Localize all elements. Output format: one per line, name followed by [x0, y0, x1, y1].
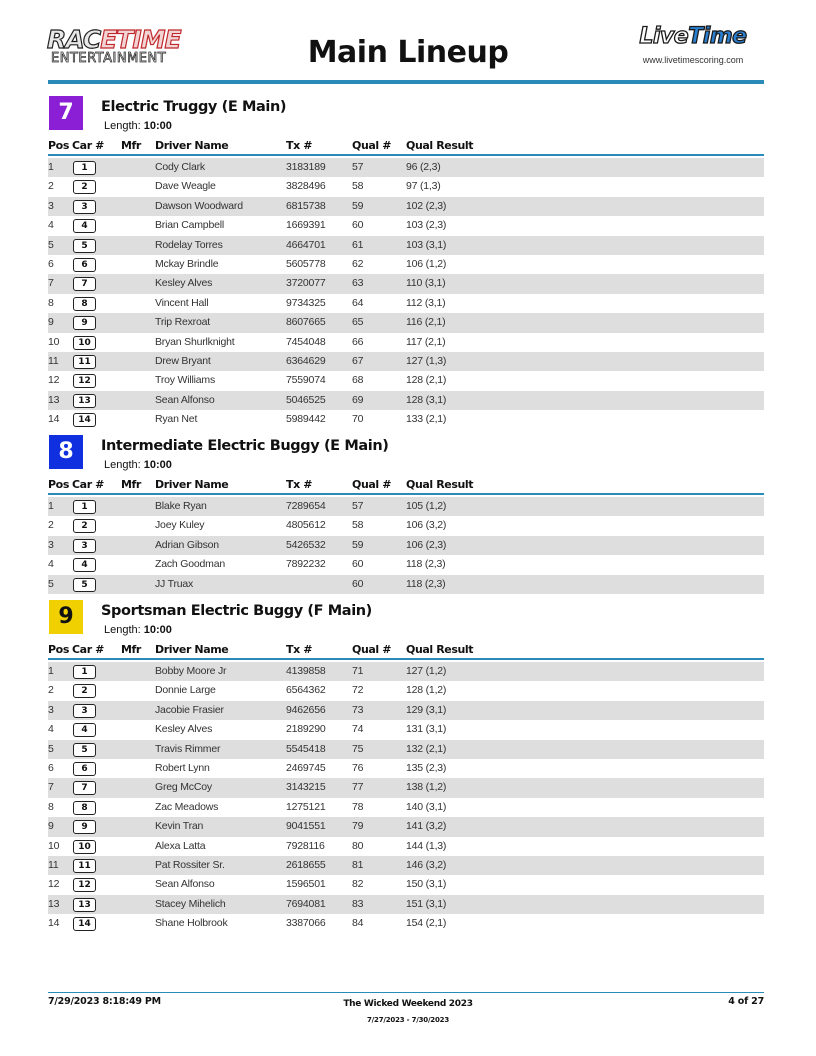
table-row	[48, 875, 764, 894]
transponder-cell: 6564362	[286, 684, 326, 697]
race-length	[104, 624, 172, 637]
transponder-cell: 6364629	[286, 354, 326, 367]
qual-result-cell: 105 (1,2)	[406, 500, 447, 512]
car-number-box: 9	[73, 820, 96, 834]
driver-name-cell: Rodelay Torres	[155, 238, 223, 251]
transponder-cell: 7928116	[286, 839, 325, 852]
column-header-result: Qual Result	[406, 139, 474, 152]
table-row	[48, 575, 764, 594]
column-header-result: Qual Result	[406, 478, 474, 491]
header-divider	[48, 80, 764, 84]
position-cell: 5	[48, 577, 54, 590]
transponder-cell: 5989442	[286, 413, 326, 426]
qual-result-cell: 128 (3,1)	[406, 393, 447, 406]
car-number-box: 2	[73, 684, 96, 698]
table-row	[48, 216, 764, 235]
table-row	[48, 837, 764, 856]
table-row	[48, 895, 764, 914]
column-header-mfr: Mfr	[121, 643, 141, 656]
car-number-box: 7	[73, 277, 96, 291]
qual-number-cell: 58	[352, 519, 364, 532]
car-number-box: 5	[73, 239, 96, 253]
driver-name-cell: Jacobie Frasier	[155, 703, 224, 716]
car-number-box: 2	[73, 180, 96, 194]
race-length-value: 10:00	[143, 459, 172, 471]
page-title: Main Lineup	[307, 35, 509, 70]
table-row	[48, 313, 764, 332]
driver-name-cell: Stacey Mihelich	[155, 897, 226, 910]
table-row	[48, 662, 764, 681]
qual-result-cell: 103 (3,1)	[406, 238, 447, 251]
car-number-box: 11	[73, 859, 96, 873]
qual-number-cell: 72	[352, 684, 364, 697]
column-header-car: Car #	[72, 139, 104, 152]
driver-name-cell: Ryan Net	[155, 413, 198, 426]
qual-number-cell: 59	[352, 199, 364, 212]
qual-number-cell: 59	[352, 538, 364, 551]
column-header-pos: Pos	[48, 139, 69, 152]
car-number-box: 9	[73, 316, 96, 330]
race-length-value: 10:00	[143, 120, 172, 132]
table-row	[48, 294, 764, 313]
page-number: 4 of 27	[728, 996, 764, 1007]
transponder-cell: 5426532	[286, 538, 326, 551]
qual-result-cell: 131 (3,1)	[406, 723, 447, 736]
lineup-table-header	[48, 642, 764, 658]
position-cell: 14	[48, 413, 60, 426]
car-number-box: 12	[73, 374, 96, 388]
race-number-badge: 8	[49, 435, 83, 469]
car-number-box: 8	[73, 801, 96, 815]
qual-number-cell: 60	[352, 219, 364, 232]
qual-result-cell: 106 (1,2)	[406, 257, 447, 270]
car-number-box: 1	[73, 665, 96, 679]
table-row	[48, 333, 764, 352]
racetime-logo-subtitle: ENTERTAINMENT	[51, 51, 167, 66]
qual-result-cell: 103 (2,3)	[406, 219, 447, 232]
car-number-box: 11	[73, 355, 96, 369]
qual-number-cell: 82	[352, 878, 364, 891]
table-header-rule	[48, 658, 764, 660]
table-row	[48, 536, 764, 555]
qual-result-cell: 102 (2,3)	[406, 199, 447, 212]
qual-number-cell: 57	[352, 161, 364, 173]
transponder-cell: 2618655	[286, 858, 326, 871]
qual-number-cell: 78	[352, 800, 364, 813]
car-number-box: 3	[73, 704, 96, 718]
column-header-qual: Qual #	[352, 139, 392, 152]
qual-number-cell: 84	[352, 917, 364, 930]
position-cell: 5	[48, 742, 54, 755]
qual-result-cell: 150 (3,1)	[406, 878, 447, 891]
driver-name-cell: Trip Rexroat	[155, 316, 210, 329]
car-number-box: 1	[73, 500, 96, 514]
driver-name-cell: JJ Truax	[155, 577, 194, 590]
table-row	[48, 555, 764, 574]
qual-result-cell: 118 (2,3)	[406, 558, 446, 571]
race-length-value: 10:00	[143, 624, 172, 636]
car-number-box: 3	[73, 200, 96, 214]
table-row	[48, 274, 764, 293]
transponder-cell: 7559074	[286, 374, 326, 387]
table-row	[48, 759, 764, 778]
car-number-box: 3	[73, 539, 96, 553]
car-number-box: 4	[73, 219, 96, 233]
position-cell: 2	[48, 519, 54, 532]
car-number-box: 14	[73, 413, 96, 427]
car-number-box: 4	[73, 558, 96, 572]
qual-result-cell: 151 (3,1)	[406, 897, 447, 910]
qual-result-cell: 97 (1,3)	[406, 180, 441, 193]
qual-result-cell: 127 (1,2)	[406, 665, 447, 677]
transponder-cell: 7289654	[286, 500, 326, 512]
column-header-name: Driver Name	[155, 478, 229, 491]
table-row	[48, 236, 764, 255]
table-row	[48, 720, 764, 739]
column-header-result: Qual Result	[406, 643, 474, 656]
table-row	[48, 778, 764, 797]
qual-result-cell: 118 (2,3)	[406, 577, 446, 590]
qual-result-cell: 135 (2,3)	[406, 761, 447, 774]
table-row	[48, 352, 764, 371]
driver-name-cell: Adrian Gibson	[155, 538, 219, 551]
position-cell: 6	[48, 257, 54, 270]
position-cell: 3	[48, 703, 54, 716]
car-number-box: 10	[73, 840, 96, 854]
race-length-label: Length:	[104, 624, 141, 636]
position-cell: 13	[48, 393, 60, 406]
transponder-cell: 3183189	[286, 161, 326, 173]
column-header-tx: Tx #	[286, 643, 313, 656]
driver-name-cell: Kesley Alves	[155, 723, 213, 736]
livetime-logo	[622, 24, 764, 68]
position-cell: 3	[48, 199, 54, 212]
driver-name-cell: Robert Lynn	[155, 761, 210, 774]
position-cell: 8	[48, 800, 54, 813]
qual-result-cell: 128 (2,1)	[406, 374, 447, 387]
position-cell: 5	[48, 238, 54, 251]
qual-number-cell: 66	[352, 335, 364, 348]
driver-name-cell: Cody Clark	[155, 161, 205, 173]
race-title: Sportsman Electric Buggy (F Main)	[101, 603, 372, 619]
driver-name-cell: Dawson Woodward	[155, 199, 243, 212]
qual-result-cell: 154 (2,1)	[406, 917, 447, 930]
transponder-cell: 2469745	[286, 761, 326, 774]
qual-result-cell: 110 (3,1)	[406, 277, 446, 290]
position-cell: 6	[48, 761, 54, 774]
transponder-cell: 9734325	[286, 296, 326, 309]
transponder-cell: 9462656	[286, 703, 326, 716]
car-number-box: 14	[73, 917, 96, 931]
qual-number-cell: 83	[352, 897, 364, 910]
transponder-cell: 6815738	[286, 199, 326, 212]
car-number-box: 7	[73, 781, 96, 795]
car-number-box: 5	[73, 743, 96, 757]
position-cell: 4	[48, 558, 54, 571]
transponder-cell: 4139858	[286, 665, 326, 677]
table-header-rule	[48, 493, 764, 495]
driver-name-cell: Alexa Latta	[155, 839, 206, 852]
car-number-box: 13	[73, 394, 96, 408]
position-cell: 7	[48, 781, 54, 794]
position-cell: 13	[48, 897, 60, 910]
race-title: Electric Truggy (E Main)	[101, 99, 287, 115]
driver-name-cell: Drew Bryant	[155, 354, 211, 367]
position-cell: 10	[48, 839, 60, 852]
transponder-cell: 3720077	[286, 277, 326, 290]
qual-number-cell: 68	[352, 374, 364, 387]
transponder-cell: 7694081	[286, 897, 326, 910]
qual-number-cell: 64	[352, 296, 364, 309]
qual-result-cell: 127 (1,3)	[406, 354, 447, 367]
printed-timestamp: 7/29/2023 8:18:49 PM	[48, 996, 161, 1007]
table-row	[48, 391, 764, 410]
table-row	[48, 410, 764, 429]
position-cell: 9	[48, 316, 54, 329]
qual-number-cell: 63	[352, 277, 364, 290]
position-cell: 10	[48, 335, 60, 348]
transponder-cell: 7454048	[286, 335, 326, 348]
table-row	[48, 516, 764, 535]
table-row	[48, 740, 764, 759]
transponder-cell: 1596501	[286, 878, 326, 891]
column-header-car: Car #	[72, 643, 104, 656]
car-number-box: 4	[73, 723, 96, 737]
transponder-cell: 5046525	[286, 393, 326, 406]
car-number-box: 8	[73, 297, 96, 311]
position-cell: 1	[48, 665, 54, 677]
qual-number-cell: 62	[352, 257, 364, 270]
table-row	[48, 158, 764, 177]
column-header-tx: Tx #	[286, 139, 313, 152]
race-title: Intermediate Electric Buggy (E Main)	[101, 438, 389, 454]
qual-number-cell: 76	[352, 761, 364, 774]
driver-name-cell: Bobby Moore Jr	[155, 665, 227, 677]
lineup-table-header	[48, 138, 764, 154]
event-dates: 7/27/2023 - 7/30/2023	[367, 1016, 449, 1024]
transponder-cell: 4664701	[286, 238, 326, 251]
transponder-cell: 4805612	[286, 519, 326, 532]
position-cell: 3	[48, 538, 54, 551]
race-number-badge: 9	[49, 600, 83, 634]
racetime-logo-part-b: ETIME	[100, 25, 181, 54]
driver-name-cell: Zac Meadows	[155, 800, 219, 813]
position-cell: 8	[48, 296, 54, 309]
column-header-pos: Pos	[48, 478, 69, 491]
car-number-box: 6	[73, 258, 96, 272]
qual-number-cell: 73	[352, 703, 364, 716]
race-length-label: Length:	[104, 120, 141, 132]
column-header-name: Driver Name	[155, 643, 229, 656]
qual-number-cell: 77	[352, 781, 364, 794]
table-row	[48, 497, 764, 516]
qual-result-cell: 106 (2,3)	[406, 538, 447, 551]
table-row	[48, 701, 764, 720]
position-cell: 12	[48, 878, 60, 891]
table-header-rule	[48, 154, 764, 156]
qual-result-cell: 128 (1,2)	[406, 684, 447, 697]
qual-number-cell: 71	[352, 665, 364, 677]
race-length	[104, 459, 172, 472]
qual-number-cell: 69	[352, 393, 364, 406]
driver-name-cell: Brian Campbell	[155, 219, 224, 232]
transponder-cell: 3143215	[286, 781, 326, 794]
lineup-table-body	[48, 662, 764, 933]
race-length-label: Length:	[104, 459, 141, 471]
table-row	[48, 255, 764, 274]
transponder-cell: 3828496	[286, 180, 326, 193]
qual-result-cell: 133 (2,1)	[406, 413, 447, 426]
transponder-cell: 2189290	[286, 723, 326, 736]
race-length	[104, 120, 172, 133]
qual-number-cell: 80	[352, 839, 364, 852]
position-cell: 2	[48, 180, 54, 193]
qual-number-cell: 60	[352, 558, 364, 571]
column-header-tx: Tx #	[286, 478, 313, 491]
qual-number-cell: 58	[352, 180, 364, 193]
column-header-mfr: Mfr	[121, 478, 141, 491]
transponder-cell: 9041551	[286, 820, 326, 833]
transponder-cell: 1669391	[286, 219, 326, 232]
table-row	[48, 371, 764, 390]
position-cell: 14	[48, 917, 60, 930]
lineup-table-body	[48, 497, 764, 594]
driver-name-cell: Troy Williams	[155, 374, 216, 387]
event-name: The Wicked Weekend 2023	[343, 999, 473, 1009]
qual-result-cell: 144 (1,3)	[406, 839, 447, 852]
footer-divider	[48, 992, 764, 993]
qual-result-cell: 112 (3,1)	[406, 296, 446, 309]
driver-name-cell: Greg McCoy	[155, 781, 212, 794]
qual-number-cell: 57	[352, 500, 364, 512]
qual-result-cell: 117 (2,1)	[406, 335, 446, 348]
position-cell: 11	[48, 858, 59, 871]
transponder-cell: 5605778	[286, 257, 326, 270]
table-row	[48, 856, 764, 875]
lineup-table-body	[48, 158, 764, 429]
car-number-box: 10	[73, 336, 96, 350]
table-row	[48, 817, 764, 836]
driver-name-cell: Mckay Brindle	[155, 257, 219, 270]
column-header-mfr: Mfr	[121, 139, 141, 152]
qual-result-cell: 96 (2,3)	[406, 161, 441, 173]
qual-result-cell: 129 (3,1)	[406, 703, 447, 716]
driver-name-cell: Sean Alfonso	[155, 393, 215, 406]
driver-name-cell: Shane Holbrook	[155, 917, 228, 930]
racetime-logo-part-a: RAC	[47, 25, 101, 54]
transponder-cell: 5545418	[286, 742, 326, 755]
livetime-logo-wordmark	[622, 24, 764, 50]
transponder-cell: 1275121	[286, 800, 326, 813]
qual-result-cell: 138 (1,2)	[406, 781, 447, 794]
car-number-box: 2	[73, 519, 96, 533]
qual-number-cell: 70	[352, 413, 364, 426]
table-row	[48, 177, 764, 196]
driver-name-cell: Sean Alfonso	[155, 878, 215, 891]
driver-name-cell: Travis Rimmer	[155, 742, 221, 755]
driver-name-cell: Blake Ryan	[155, 500, 207, 512]
position-cell: 4	[48, 219, 54, 232]
race-number-badge: 7	[49, 96, 83, 130]
qual-number-cell: 75	[352, 742, 364, 755]
position-cell: 9	[48, 820, 54, 833]
position-cell: 7	[48, 277, 54, 290]
qual-result-cell: 116 (2,1)	[406, 316, 446, 329]
driver-name-cell: Bryan Shurlknight	[155, 335, 235, 348]
qual-number-cell: 61	[352, 238, 364, 251]
qual-result-cell: 140 (3,1)	[406, 800, 447, 813]
position-cell: 1	[48, 500, 54, 512]
column-header-qual: Qual #	[352, 643, 392, 656]
qual-result-cell: 132 (2,1)	[406, 742, 447, 755]
position-cell: 11	[48, 354, 59, 367]
driver-name-cell: Zach Goodman	[155, 558, 225, 571]
transponder-cell: 3387066	[286, 917, 326, 930]
livetime-logo-part-b: Time	[688, 24, 747, 49]
driver-name-cell: Kevin Tran	[155, 820, 204, 833]
transponder-cell: 7892232	[286, 558, 326, 571]
driver-name-cell: Donnie Large	[155, 684, 216, 697]
driver-name-cell: Pat Rossiter Sr.	[155, 858, 225, 871]
qual-number-cell: 67	[352, 354, 364, 367]
column-header-car: Car #	[72, 478, 104, 491]
table-row	[48, 681, 764, 700]
driver-name-cell: Vincent Hall	[155, 296, 209, 309]
driver-name-cell: Joey Kuley	[155, 519, 205, 532]
column-header-pos: Pos	[48, 643, 69, 656]
livetime-logo-part-a: Live	[639, 24, 689, 49]
car-number-box: 1	[73, 161, 96, 175]
qual-number-cell: 74	[352, 723, 364, 736]
table-row	[48, 197, 764, 216]
car-number-box: 12	[73, 878, 96, 892]
qual-result-cell: 106 (3,2)	[406, 519, 447, 532]
table-row	[48, 798, 764, 817]
position-cell: 1	[48, 161, 54, 173]
lineup-table-header	[48, 477, 764, 493]
column-header-name: Driver Name	[155, 139, 229, 152]
transponder-cell: 8607665	[286, 316, 326, 329]
qual-result-cell: 146 (3,2)	[406, 858, 447, 871]
qual-number-cell: 65	[352, 316, 364, 329]
qual-number-cell: 81	[352, 858, 364, 871]
qual-number-cell: 60	[352, 577, 364, 590]
position-cell: 12	[48, 374, 60, 387]
car-number-box: 6	[73, 762, 96, 776]
driver-name-cell: Dave Weagle	[155, 180, 216, 193]
column-header-qual: Qual #	[352, 478, 392, 491]
table-row	[48, 914, 764, 933]
qual-result-cell: 141 (3,2)	[406, 820, 447, 833]
car-number-box: 13	[73, 898, 96, 912]
position-cell: 4	[48, 723, 54, 736]
car-number-box: 5	[73, 578, 96, 592]
qual-number-cell: 79	[352, 820, 364, 833]
livetime-url: www.livetimescoring.com	[642, 55, 744, 65]
driver-name-cell: Kesley Alves	[155, 277, 213, 290]
position-cell: 2	[48, 684, 54, 697]
